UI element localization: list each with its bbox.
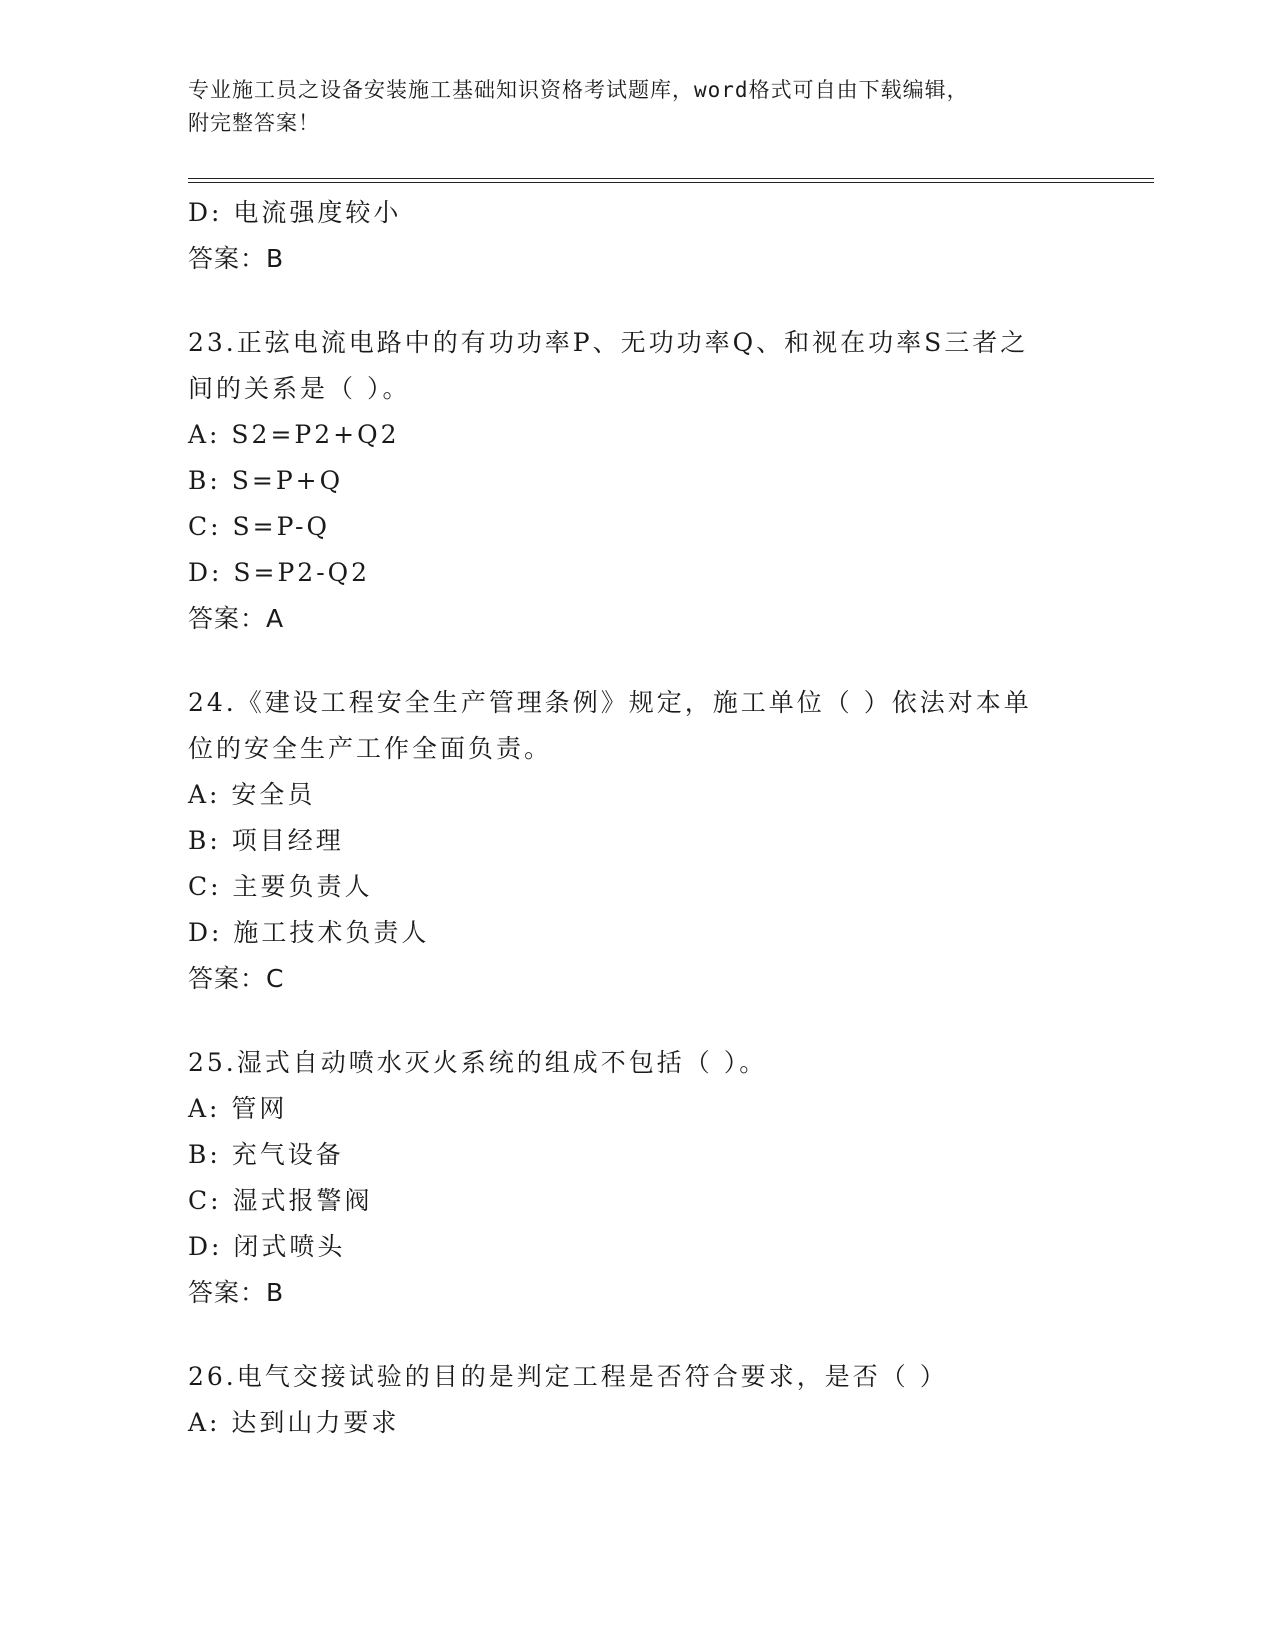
- option-a: A: 安全员: [188, 780, 316, 809]
- document-header: [188, 74, 1088, 140]
- question-text: 24.《建设工程安全生产管理条例》规定，施工单位（ ）依法对本单: [188, 688, 1032, 717]
- question-number: 24.: [188, 688, 237, 717]
- option-a: A: S2=P2+Q2: [188, 420, 400, 449]
- option-b: B: 项目经理: [188, 826, 344, 855]
- question-number: 25.: [188, 1048, 237, 1077]
- question-text: 25.湿式自动喷水灭火系统的组成不包括（ ）。: [188, 1048, 768, 1077]
- answer: 答案：B: [188, 244, 285, 273]
- question-24: [188, 680, 1088, 1002]
- answer: 答案：C: [188, 964, 285, 993]
- option-b: B: S=P+Q: [188, 466, 344, 495]
- question-text-cont: 位的安全生产工作全面负责。: [188, 734, 553, 763]
- option-c: C: 主要负责人: [188, 872, 373, 901]
- option-c: C: S=P-Q: [188, 512, 330, 541]
- question-22-tail: [188, 190, 1088, 282]
- header-line-2: 附完整答案！: [188, 111, 320, 135]
- option-c: C: 湿式报警阀: [188, 1186, 373, 1215]
- answer: 答案：B: [188, 1278, 285, 1307]
- question-list: [188, 190, 1088, 1446]
- option-a: A: 达到山力要求: [188, 1408, 400, 1437]
- question-25: [188, 1040, 1088, 1316]
- option-d: D: 电流强度较小: [188, 198, 402, 227]
- question-text-cont: 间的关系是（ ）。: [188, 374, 411, 403]
- option-d: D: 闭式喷头: [188, 1232, 346, 1261]
- header-line-1: 专业施工员之设备安装施工基础知识资格考试题库，word格式可自由下载编辑，: [188, 78, 969, 102]
- option-d: D: S=P2-Q2: [188, 558, 371, 587]
- header-divider: [188, 178, 1154, 183]
- question-26: [188, 1354, 1088, 1446]
- option-a: A: 管网: [188, 1094, 288, 1123]
- question-text: 23.正弦电流电路中的有功功率P、无功功率Q、和视在功率S三者之: [188, 328, 1029, 357]
- answer: 答案：A: [188, 604, 285, 633]
- option-b: B: 充气设备: [188, 1140, 344, 1169]
- question-number: 23.: [188, 328, 237, 357]
- question-number: 26.: [188, 1362, 237, 1391]
- question-text: 26.电气交接试验的目的是判定工程是否符合要求，是否（ ）: [188, 1362, 948, 1391]
- question-23: [188, 320, 1088, 642]
- option-d: D: 施工技术负责人: [188, 918, 430, 947]
